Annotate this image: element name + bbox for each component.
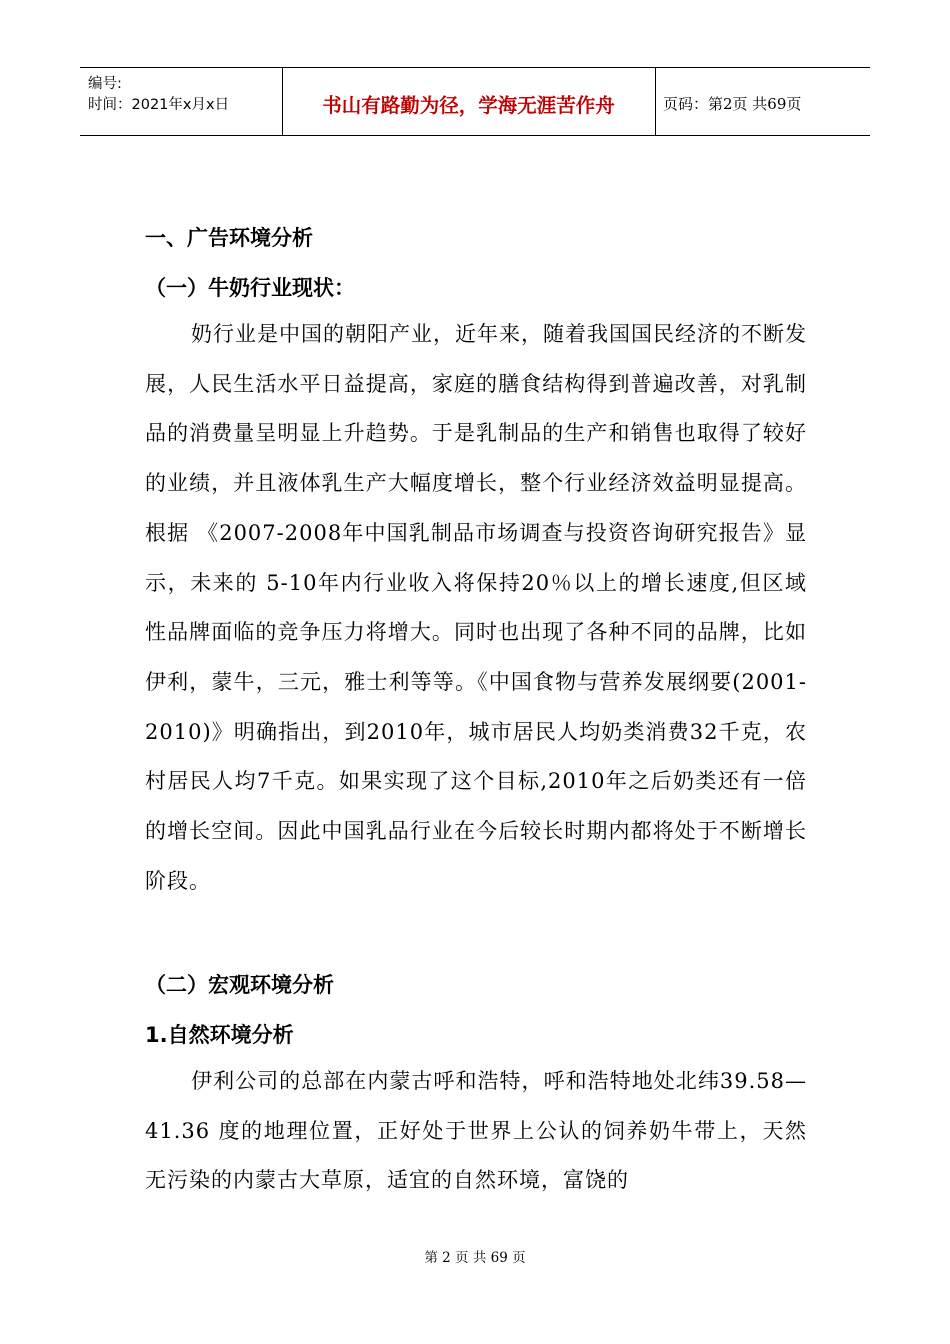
subsection-heading-industry: （一）牛奶行业现状： xyxy=(145,276,355,300)
header-motto-cell xyxy=(282,68,656,135)
header-page-info: 页码：第2页 共69页 xyxy=(663,95,802,113)
paragraph-natural-text: 伊利公司的总部在内蒙古呼和浩特，呼和浩特地处北纬39.58—41.36 度的地理位置，正好处于世界上公认的饲养奶牛带上，天然无污染的内蒙古大草原，适宜的自然环境，富饶的 xyxy=(145,1069,807,1193)
subsubsection-heading-natural: 1.自然环境分析 xyxy=(145,1023,294,1047)
paragraph-industry-text: 奶行业是中国的朝阳产业，近年来，随着我国国民经济的不断发展，人民生活水平日益提高，家庭的膳食结构得到普遍改善，对乳制品的消费量呈明显上升趋势。于是乳制品的生产和销售也取得了较好的业绩，并且液体乳生产大幅度增长，整个行业经济效益明显提高。根据 《2007-2008年中国乳制品市场调查与投资咨询研究报告》显示，未来的 5-10年内行业收入将保持20％以上的增长速度,但区域性品牌面临的竞争压力将增大。同时也出现了各种不同的品牌，比如伊利，蒙牛，三元，雅士利等等。《中国食物与营养发展纲要(2001-2010)》明确指出，到2010年，城市居民人均奶类消费32千克，农村居民人均7千克。如果实现了这个目标,2010年之后奶类还有一倍的增长空间。因此中国乳品行业在今后较长时期内都将处于不断增长阶段。 xyxy=(145,322,807,893)
header-meta-cell xyxy=(80,68,283,135)
header-motto: 书山有路勤为径，学海无涯苦作舟 xyxy=(322,94,615,117)
document-date-label: 时间：2021年x月x日 xyxy=(88,97,230,113)
header-page-cell xyxy=(655,68,870,135)
document-number-label: 编号: xyxy=(88,76,122,92)
paragraph-industry-status xyxy=(145,310,807,906)
section-heading: 一、广告环境分析 xyxy=(145,226,313,250)
subsection-heading-macro: （二）宏观环境分析 xyxy=(145,973,334,997)
page-footer: 第 2 页 共 69 页 xyxy=(424,1250,526,1266)
paragraph-natural-environment xyxy=(145,1057,807,1206)
page-header xyxy=(80,67,870,136)
